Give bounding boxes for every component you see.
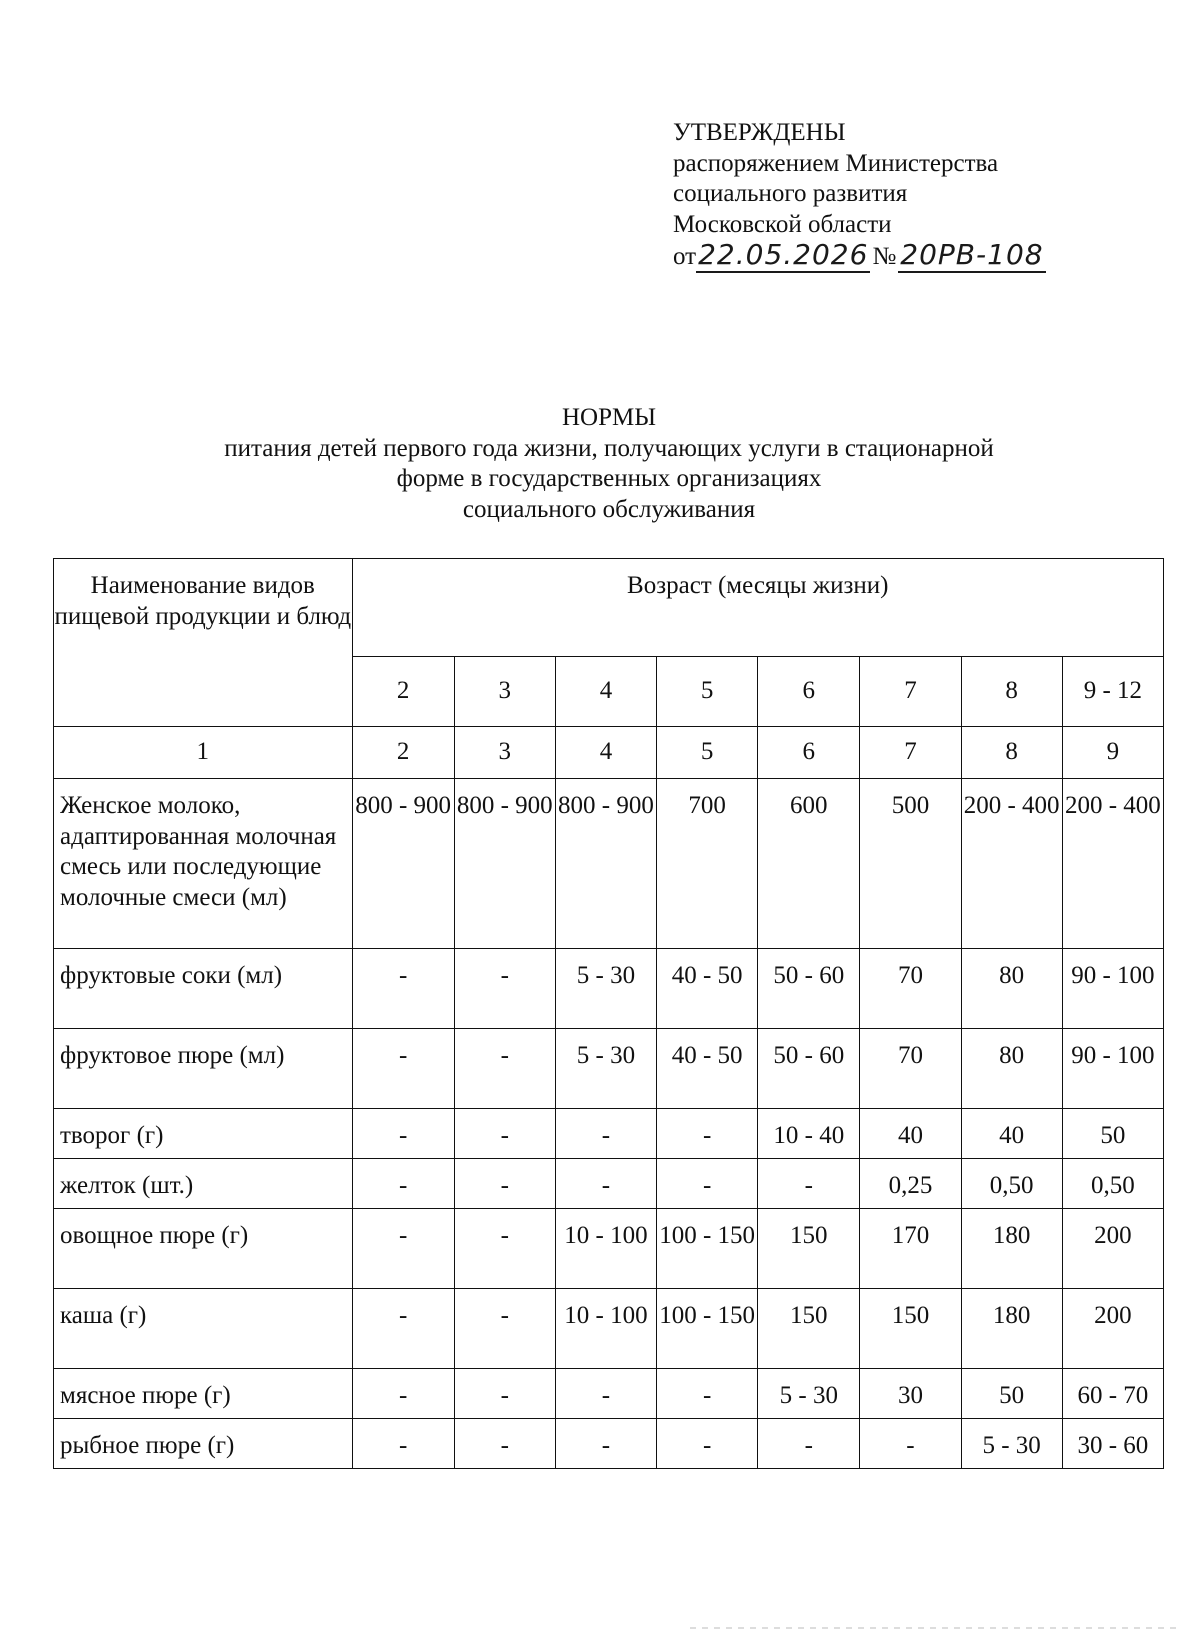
value-cell: 40 - 50 bbox=[657, 949, 758, 1029]
value-cell: - bbox=[555, 1109, 656, 1159]
value-cell: 5 - 30 bbox=[961, 1419, 1062, 1469]
value-cell: - bbox=[352, 949, 454, 1029]
approval-line-region: Московской области bbox=[673, 210, 892, 238]
value-cell: 180 bbox=[961, 1209, 1062, 1289]
value-cell: - bbox=[860, 1419, 961, 1469]
column-number-cell: 8 bbox=[961, 727, 1062, 779]
value-cell: 50 - 60 bbox=[758, 949, 860, 1029]
value-cell: 70 bbox=[860, 1029, 961, 1109]
product-name-cell: желток (шт.) bbox=[54, 1159, 353, 1209]
age-cell: 2 bbox=[352, 657, 454, 727]
scan-artifact bbox=[690, 1627, 1180, 1629]
value-cell: 50 bbox=[961, 1369, 1062, 1419]
value-cell: 10 - 40 bbox=[758, 1109, 860, 1159]
value-cell: - bbox=[454, 1369, 555, 1419]
value-cell: - bbox=[352, 1289, 454, 1369]
product-name-cell: каша (г) bbox=[54, 1289, 353, 1369]
value-cell: - bbox=[758, 1419, 860, 1469]
column-number-cell: 4 bbox=[555, 727, 656, 779]
table-row bbox=[54, 1109, 1164, 1159]
value-cell: 80 bbox=[961, 949, 1062, 1029]
value-cell: - bbox=[454, 1209, 555, 1289]
table-row bbox=[54, 1209, 1164, 1289]
handwritten-number: 20РВ-108 bbox=[900, 238, 1044, 271]
value-cell: 80 bbox=[961, 1029, 1062, 1109]
value-cell: 200 - 400 bbox=[961, 779, 1062, 949]
value-cell: 10 - 100 bbox=[555, 1209, 656, 1289]
value-cell: 90 - 100 bbox=[1062, 1029, 1163, 1109]
date-prefix: от bbox=[673, 243, 697, 270]
value-cell: - bbox=[657, 1109, 758, 1159]
column-number-cell: 9 bbox=[1062, 727, 1163, 779]
value-cell: 800 - 900 bbox=[555, 779, 656, 949]
value-cell: - bbox=[555, 1419, 656, 1469]
value-cell: - bbox=[454, 949, 555, 1029]
value-cell: 500 bbox=[860, 779, 961, 949]
value-cell: 150 bbox=[758, 1289, 860, 1369]
title-line-2: форме в государственных организациях bbox=[396, 465, 822, 492]
product-name-cell: овощное пюре (г) bbox=[54, 1209, 353, 1289]
value-cell: - bbox=[454, 1109, 555, 1159]
value-cell: - bbox=[352, 1419, 454, 1469]
product-name-cell: мясное пюре (г) bbox=[54, 1369, 353, 1419]
approval-title: УТВЕРЖДЕНЫ bbox=[673, 119, 846, 146]
column-number-row bbox=[54, 727, 1164, 779]
value-cell: - bbox=[352, 1109, 454, 1159]
value-cell: 40 bbox=[961, 1109, 1062, 1159]
value-cell: - bbox=[555, 1369, 656, 1419]
value-cell: 70 bbox=[860, 949, 961, 1029]
value-cell: - bbox=[657, 1419, 758, 1469]
value-cell: - bbox=[657, 1369, 758, 1419]
value-cell: 800 - 900 bbox=[454, 779, 555, 949]
value-cell: - bbox=[454, 1029, 555, 1109]
product-name-cell: Женское молоко, адаптированная молочная смесь или последующие молочные смеси (мл) bbox=[54, 779, 353, 949]
value-cell: 200 - 400 bbox=[1062, 779, 1163, 949]
product-name-cell: фруктовое пюре (мл) bbox=[54, 1029, 353, 1109]
value-cell: - bbox=[454, 1159, 555, 1209]
nutrition-norms-table bbox=[53, 558, 1164, 1469]
value-cell: 40 bbox=[860, 1109, 961, 1159]
value-cell: 800 - 900 bbox=[352, 779, 454, 949]
approval-line-order: распоряжением Министерства bbox=[673, 149, 999, 177]
value-cell: 5 - 30 bbox=[555, 1029, 656, 1109]
table-row bbox=[54, 949, 1164, 1029]
title-line-3: социального обслуживания bbox=[462, 495, 756, 523]
value-cell: 5 - 30 bbox=[758, 1369, 860, 1419]
value-cell: 700 bbox=[657, 779, 758, 949]
value-cell: - bbox=[555, 1159, 656, 1209]
header-age: Возраст (месяцы жизни) bbox=[352, 559, 1163, 657]
age-cell: 5 bbox=[657, 657, 758, 727]
table-row bbox=[54, 1159, 1164, 1209]
header-row bbox=[54, 559, 1164, 657]
value-cell: 30 - 60 bbox=[1062, 1419, 1163, 1469]
value-cell: - bbox=[454, 1289, 555, 1369]
value-cell: - bbox=[657, 1159, 758, 1209]
column-number-cell: 5 bbox=[657, 727, 758, 779]
value-cell: 150 bbox=[758, 1209, 860, 1289]
age-cell: 9 - 12 bbox=[1062, 657, 1163, 727]
age-cell: 7 bbox=[860, 657, 961, 727]
value-cell: 200 bbox=[1062, 1289, 1163, 1369]
age-cell: 8 bbox=[961, 657, 1062, 727]
table-body bbox=[54, 559, 1164, 1469]
column-number-cell: 6 bbox=[758, 727, 860, 779]
product-name-cell: рыбное пюре (г) bbox=[54, 1419, 353, 1469]
value-cell: 0,50 bbox=[961, 1159, 1062, 1209]
approval-block bbox=[673, 118, 1046, 276]
title-line-1: питания детей первого года жизни, получающих услуги в стационарной bbox=[224, 434, 994, 462]
product-name-cell: творог (г) bbox=[54, 1109, 353, 1159]
value-cell: 40 - 50 bbox=[657, 1029, 758, 1109]
value-cell: 90 - 100 bbox=[1062, 949, 1163, 1029]
value-cell: 0,25 bbox=[860, 1159, 961, 1209]
table-row bbox=[54, 1419, 1164, 1469]
value-cell: - bbox=[352, 1029, 454, 1109]
value-cell: - bbox=[352, 1209, 454, 1289]
value-cell: 50 bbox=[1062, 1109, 1163, 1159]
value-cell: 100 - 150 bbox=[657, 1209, 758, 1289]
value-cell: - bbox=[352, 1159, 454, 1209]
column-number-cell: 7 bbox=[860, 727, 961, 779]
value-cell: 60 - 70 bbox=[1062, 1369, 1163, 1419]
value-cell: 600 bbox=[758, 779, 860, 949]
column-number-cell: 2 bbox=[352, 727, 454, 779]
value-cell: 100 - 150 bbox=[657, 1289, 758, 1369]
value-cell: 170 bbox=[860, 1209, 961, 1289]
table-row bbox=[54, 1369, 1164, 1419]
table-row bbox=[54, 779, 1164, 949]
value-cell: - bbox=[352, 1369, 454, 1419]
value-cell: 200 bbox=[1062, 1209, 1163, 1289]
table-row bbox=[54, 1289, 1164, 1369]
value-cell: - bbox=[758, 1159, 860, 1209]
value-cell: 30 bbox=[860, 1369, 961, 1419]
header-product-name: Наименование видов пищевой продукции и блюд bbox=[54, 559, 353, 727]
approval-line-ministry: социального развития bbox=[673, 180, 908, 207]
age-cell: 4 bbox=[555, 657, 656, 727]
title-main: НОРМЫ bbox=[561, 404, 657, 431]
product-name-cell: фруктовые соки (мл) bbox=[54, 949, 353, 1029]
value-cell: 0,50 bbox=[1062, 1159, 1163, 1209]
approval-reference bbox=[673, 240, 1046, 276]
handwritten-date: 22.05.2026 bbox=[698, 238, 869, 271]
age-cell: 3 bbox=[454, 657, 555, 727]
table-row bbox=[54, 1029, 1164, 1109]
document-title bbox=[0, 403, 1200, 525]
value-cell: - bbox=[454, 1419, 555, 1469]
value-cell: 150 bbox=[860, 1289, 961, 1369]
value-cell: 50 - 60 bbox=[758, 1029, 860, 1109]
value-cell: 5 - 30 bbox=[555, 949, 656, 1029]
column-number-cell: 3 bbox=[454, 727, 555, 779]
value-cell: 180 bbox=[961, 1289, 1062, 1369]
value-cell: 10 - 100 bbox=[555, 1289, 656, 1369]
number-sign: № bbox=[872, 243, 897, 270]
age-cell: 6 bbox=[758, 657, 860, 727]
column-number-cell: 1 bbox=[54, 727, 353, 779]
